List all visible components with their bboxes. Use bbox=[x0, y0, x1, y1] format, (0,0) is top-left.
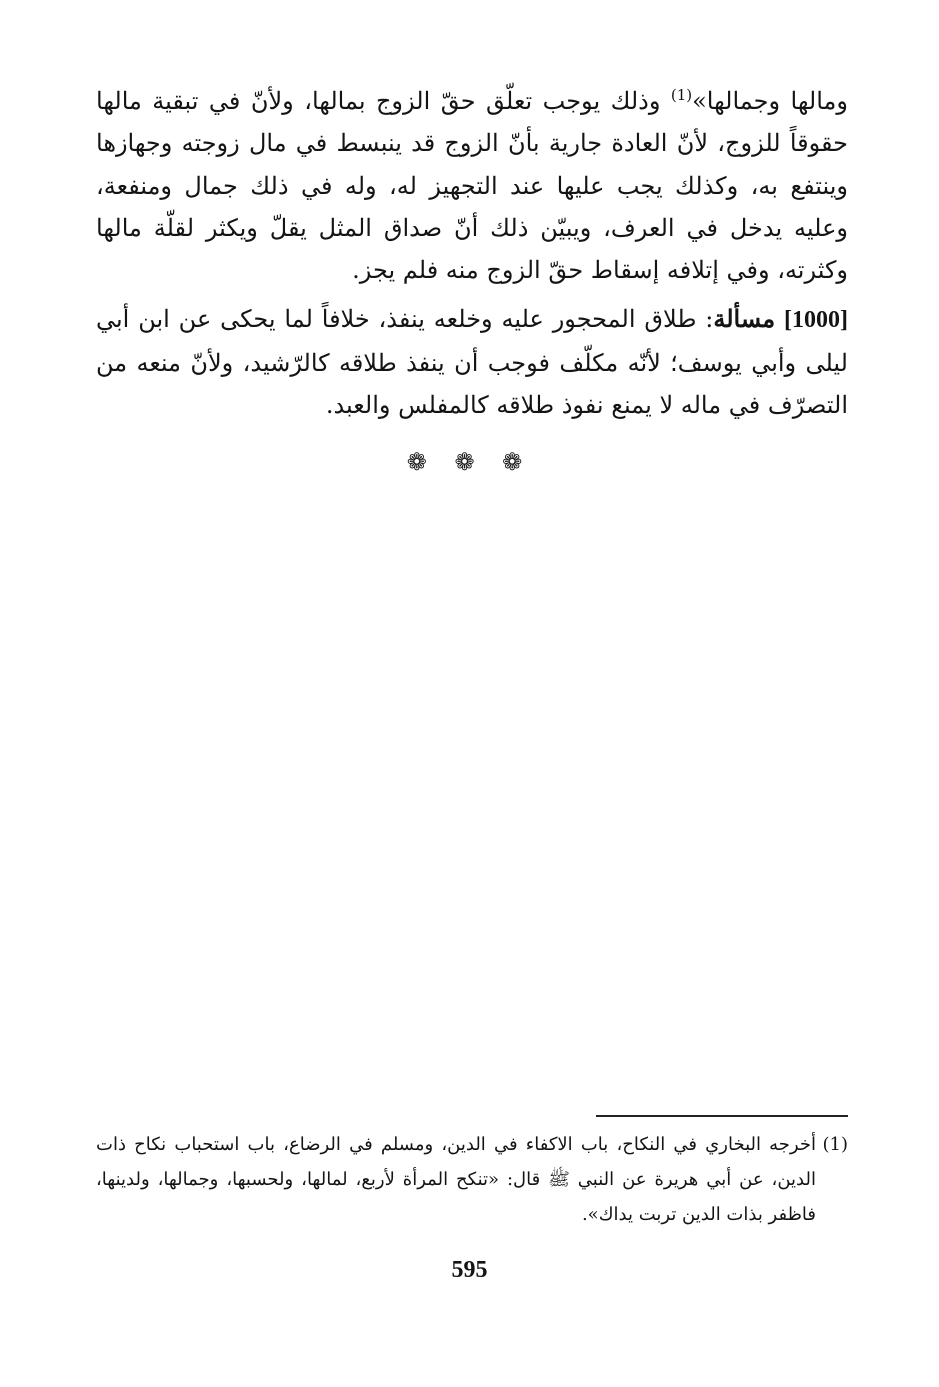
footnote-number: (1) bbox=[822, 1134, 848, 1155]
page-number: 595 bbox=[451, 1257, 488, 1283]
section-separator-ornament: ❁ ❁ ❁ bbox=[406, 448, 533, 476]
paragraph-issue-1000 bbox=[96, 298, 848, 426]
main-text bbox=[96, 80, 848, 426]
issue-label: مسألة bbox=[713, 304, 776, 334]
footnotes bbox=[96, 1127, 848, 1232]
footnote-divider bbox=[596, 1115, 848, 1117]
paragraph-continuation bbox=[96, 80, 848, 291]
paragraph-text-start: ومالها وجمالها» bbox=[692, 87, 849, 115]
footnote-reference: (1) bbox=[670, 86, 693, 104]
footnote-item bbox=[96, 1127, 848, 1232]
issue-number: [1000] bbox=[784, 307, 848, 334]
paragraph-text-rest: وذلك يوجب تعلّق حقّ الزوج بمالها، ولأنّ في تبقية مالها حقوقاً للزوج، لأنّ العادة جارية بأنّ الزوج قد ينبسط في مال زوجته وجهازها وينتفع به، وكذلك يجب عليها عند التجهيز له، وله في ذلك جمال ومنفعة، وعليه يدخل في العرف، ويبيّن ذلك أنّ صداق المثل يقلّ ويكثر لقلّة مالها وكثرته، وفي إتلافه إسقاط حقّ الزوج منه فلم يجز. bbox=[96, 87, 848, 285]
issue-text: : طلاق المحجور عليه وخلعه ينفذ، خلافاً لما يحكى عن ابن أبي ليلى وأبي يوسف؛ لأنّه مكلّف فوجب أن ينفذ طلاقه كالرّشيد، ولأنّ منعه من التصرّف في ماله لا يمنع نفوذ طلاقه كالمفلس والعبد. bbox=[96, 305, 848, 420]
footnote-text: أخرجه البخاري في النكاح، باب الاكفاء في الدين، ومسلم في الرضاع، باب استحباب نكاح ذات الدين، عن أبي هريرة عن النبي ﷺ قال: «تنكح المرأة لأربع، لمالها، ولحسبها، وجمالها، ولدينها، فاظفر بذات الدين تربت يداك». bbox=[96, 1134, 816, 1225]
